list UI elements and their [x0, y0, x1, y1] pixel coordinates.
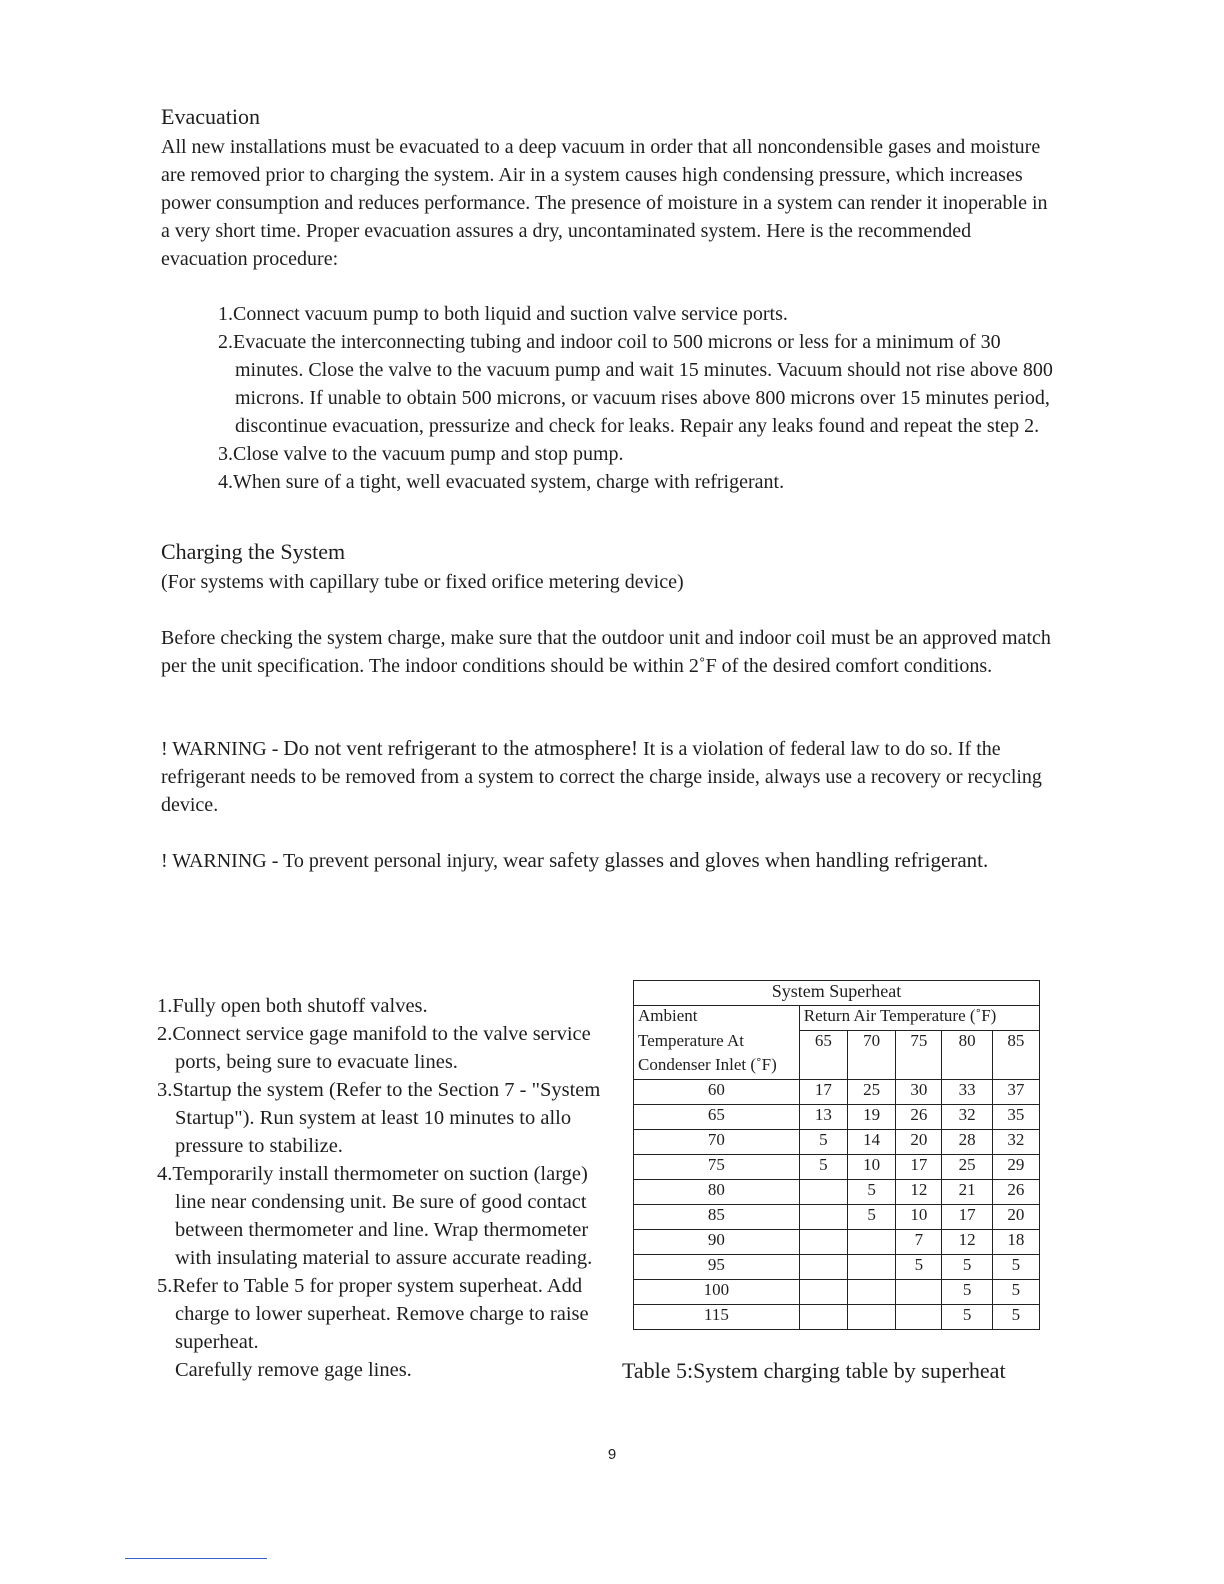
superheat-value-cell: 10 [896, 1205, 942, 1230]
evacuation-step: 2.Evacuate the interconnecting tubing and indoor coil to 500 microns or less for a minimum of 30 minutes. Close the valve to the vacuum pump and wait 15 minutes. Vacuum should not rise above 800 microns. If unable to obtain 500 microns, or vacuum rises above 800 microns over 15 minutes period, discontinue evacuation, pressurize and check for leaks. Repair any leaks found and repeat the step 2. [218, 331, 1053, 437]
superheat-value-cell: 5 [848, 1180, 896, 1205]
superheat-value-cell: 17 [896, 1155, 942, 1180]
superheat-value-cell [896, 1305, 942, 1330]
superheat-value-cell: 19 [848, 1105, 896, 1130]
header-blank-cell [848, 1055, 896, 1080]
table-row [634, 1155, 1040, 1180]
superheat-value-cell: 25 [848, 1080, 896, 1105]
superheat-value-cell [799, 1280, 847, 1305]
superheat-value-cell: 26 [992, 1180, 1039, 1205]
return-air-label: Return Air Temperature (˚F) [799, 1006, 1039, 1031]
charging-subheading: (For systems with capillary tube or fixed orifice metering device) [161, 571, 684, 593]
table-row [634, 1255, 1040, 1280]
table-row [634, 1130, 1040, 1155]
evacuation-paragraph: All new installations must be evacuated to a deep vacuum in order that all noncondensible gases and moisture are removed prior to charging the system. Air in a system causes high condensing pressure, which increases power consumption and reduces performance. The presence of moisture in a system can render it inoperable in a very short time. Proper evacuation assures a dry, uncontaminated system. Here is the recommended evacuation procedure: [161, 136, 1048, 270]
return-temp-header: 80 [942, 1031, 992, 1056]
return-temp-header: 65 [799, 1031, 847, 1056]
superheat-value-cell: 25 [942, 1155, 992, 1180]
warning-emphasis: wear safety glasses and gloves when handling refrigerant. [503, 848, 989, 872]
superheat-value-cell: 5 [896, 1255, 942, 1280]
superheat-value-cell: 12 [896, 1180, 942, 1205]
superheat-value-cell [799, 1305, 847, 1330]
superheat-value-cell [799, 1180, 847, 1205]
ambient-temp-cell: 115 [634, 1305, 800, 1330]
table-row [634, 1105, 1040, 1130]
charging-paragraph: Before checking the system charge, make sure that the outdoor unit and indoor coil must be an approved match per the unit specification. The indoor conditions should be within 2˚F of the desired comfort conditions. [161, 627, 1051, 677]
procedure-step: 3.Startup the system (Refer to the Section 7 - "System Startup"). Run system at least 10 minutes to allo pressure to stabilize. [157, 1079, 601, 1157]
procedure-step: 4.Temporarily install thermometer on suction (large) line near condensing unit. Be sure of good contact between thermometer and line. Wrap thermometer with insulating material to assure accurate reading. [157, 1163, 593, 1269]
superheat-value-cell: 29 [992, 1155, 1039, 1180]
superheat-value-cell: 32 [942, 1105, 992, 1130]
warning-emphasis: Do not vent refrigerant to the atmosphere! [283, 736, 638, 760]
ambient-temp-cell: 80 [634, 1180, 800, 1205]
table-row [634, 1305, 1040, 1330]
superheat-value-cell: 5 [799, 1130, 847, 1155]
superheat-value-cell [848, 1230, 896, 1255]
superheat-value-cell: 20 [896, 1130, 942, 1155]
return-temp-header: 70 [848, 1031, 896, 1056]
header-blank-cell [942, 1055, 992, 1080]
superheat-value-cell: 20 [992, 1205, 1039, 1230]
table-row [634, 1280, 1040, 1305]
superheat-value-cell: 37 [992, 1080, 1039, 1105]
superheat-value-cell [848, 1305, 896, 1330]
table-row [634, 1230, 1040, 1255]
superheat-value-cell: 33 [942, 1080, 992, 1105]
superheat-value-cell [848, 1255, 896, 1280]
table-row [634, 1205, 1040, 1230]
superheat-value-cell: 17 [799, 1080, 847, 1105]
return-temp-header: 85 [992, 1031, 1039, 1056]
superheat-value-cell: 5 [992, 1280, 1039, 1305]
superheat-value-cell: 17 [942, 1205, 992, 1230]
warning-prefix: ! WARNING - [161, 738, 284, 760]
warning-prefix: ! WARNING - [161, 850, 284, 872]
superheat-value-cell [848, 1280, 896, 1305]
evacuation-steps [218, 300, 1058, 496]
warning-vent [161, 734, 1061, 819]
charging-procedure-steps [157, 992, 617, 1384]
table-title: System Superheat [634, 981, 1040, 1006]
procedure-step: 2.Connect service gage manifold to the valve service ports, being sure to evacuate lines. [157, 1023, 591, 1073]
superheat-value-cell [799, 1255, 847, 1280]
ambient-temp-cell: 95 [634, 1255, 800, 1280]
evacuation-step: 1.Connect vacuum pump to both liquid and suction valve service ports. [218, 303, 788, 325]
page-number: 9 [607, 1446, 617, 1463]
superheat-value-cell: 32 [992, 1130, 1039, 1155]
superheat-value-cell: 5 [799, 1155, 847, 1180]
table-row [634, 1180, 1040, 1205]
procedure-final: Carefully remove gage lines. [175, 1359, 412, 1381]
procedure-step: 5.Refer to Table 5 for proper system superheat. Add charge to lower superheat. Remove charge to raise superheat. [157, 1275, 589, 1353]
superheat-value-cell: 7 [896, 1230, 942, 1255]
superheat-value-cell [896, 1280, 942, 1305]
superheat-value-cell: 5 [992, 1255, 1039, 1280]
superheat-value-cell: 10 [848, 1155, 896, 1180]
ambient-temp-cell: 60 [634, 1080, 800, 1105]
warning-text: It is a violation of federal law to do so. If the refrigerant needs to be removed from a system to correct the charge inside, always use a recovery or recycling device. [161, 738, 1042, 816]
table-row [634, 1080, 1040, 1105]
ambient-temp-cell: 100 [634, 1280, 800, 1305]
table-caption: Table 5:System charging table by superheat [622, 1358, 1006, 1383]
header-blank-cell [896, 1055, 942, 1080]
ambient-temp-cell: 90 [634, 1230, 800, 1255]
ambient-label-line2: Temperature At [634, 1031, 800, 1056]
charging-heading: Charging the System [161, 539, 346, 564]
superheat-value-cell: 13 [799, 1105, 847, 1130]
ambient-label-line3: Condenser Inlet (˚F) [634, 1055, 800, 1080]
superheat-value-cell [799, 1230, 847, 1255]
ambient-temp-cell: 65 [634, 1105, 800, 1130]
superheat-value-cell: 5 [848, 1205, 896, 1230]
superheat-value-cell: 5 [942, 1280, 992, 1305]
superheat-value-cell: 5 [942, 1305, 992, 1330]
return-temp-header: 75 [896, 1031, 942, 1056]
superheat-value-cell: 12 [942, 1230, 992, 1255]
warning-safety [161, 846, 1001, 875]
ambient-temp-cell: 70 [634, 1130, 800, 1155]
superheat-value-cell: 35 [992, 1105, 1039, 1130]
procedure-step: 1.Fully open both shutoff valves. [157, 995, 428, 1017]
header-blank-cell [992, 1055, 1039, 1080]
superheat-value-cell [799, 1205, 847, 1230]
header-blank-cell [799, 1055, 847, 1080]
superheat-value-cell: 5 [992, 1305, 1039, 1330]
superheat-value-cell: 28 [942, 1130, 992, 1155]
ambient-temp-cell: 75 [634, 1155, 800, 1180]
superheat-value-cell: 26 [896, 1105, 942, 1130]
evacuation-heading: Evacuation [161, 104, 260, 129]
evacuation-step: 4.When sure of a tight, well evacuated system, charge with refrigerant. [218, 471, 785, 493]
evacuation-step: 3.Close valve to the vacuum pump and stop pump. [218, 443, 624, 465]
superheat-value-cell: 14 [848, 1130, 896, 1155]
superheat-table [633, 980, 1040, 1330]
superheat-value-cell: 5 [942, 1255, 992, 1280]
warning-text: To prevent personal injury, [283, 850, 504, 872]
footer-rule [125, 1558, 267, 1559]
superheat-value-cell: 18 [992, 1230, 1039, 1255]
superheat-value-cell: 30 [896, 1080, 942, 1105]
ambient-label-line1: Ambient [634, 1006, 800, 1031]
ambient-temp-cell: 85 [634, 1205, 800, 1230]
superheat-value-cell: 21 [942, 1180, 992, 1205]
